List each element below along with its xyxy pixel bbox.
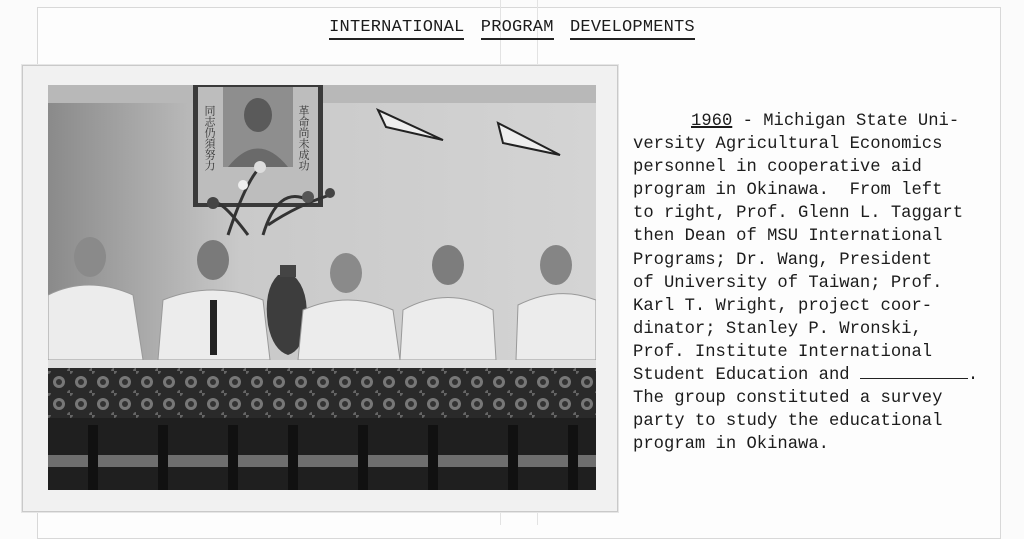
portrait-frame xyxy=(193,85,323,207)
caption-line: personnel in cooperative aid xyxy=(633,158,922,178)
caption-year: 1960 xyxy=(691,112,733,131)
svg-text:革命尚未成功: 革命尚未成功 xyxy=(296,105,308,171)
caption-line: . xyxy=(967,366,979,386)
caption-line: to right, Prof. Glenn L. Taggart xyxy=(633,204,964,224)
caption-line: versity Agricultural Economics xyxy=(633,135,943,155)
caption-line: dinator; Stanley P. Wronski, xyxy=(633,319,922,339)
caption-line: program in Okinawa. From left xyxy=(633,181,943,201)
title-word: DEVELOPMENTS xyxy=(570,18,695,40)
svg-text:同志仍須努力: 同志仍須努力 xyxy=(202,105,214,171)
caption-line: Student Education and xyxy=(633,366,860,386)
caption-line: - Michigan State Uni- xyxy=(732,112,960,131)
page-title xyxy=(0,18,1024,40)
caption-line: The group constituted a survey xyxy=(633,389,943,409)
title-word: INTERNATIONAL xyxy=(329,18,464,40)
caption-line: Karl T. Wright, project coor- xyxy=(633,296,933,316)
photo-caption xyxy=(633,110,1013,456)
group-photo xyxy=(48,85,596,490)
title-word: PROGRAM xyxy=(481,18,554,40)
caption-line: party to study the educational xyxy=(633,412,943,432)
photo-illustration xyxy=(48,85,596,490)
caption-line: of University of Taiwan; Prof. xyxy=(633,273,943,293)
blank-name-line xyxy=(860,364,968,379)
caption-line: Prof. Institute International xyxy=(633,342,933,362)
caption-line: then Dean of MSU International xyxy=(633,227,943,247)
caption-line: program in Okinawa. xyxy=(633,435,829,455)
caption-line: Programs; Dr. Wang, President xyxy=(633,250,933,270)
